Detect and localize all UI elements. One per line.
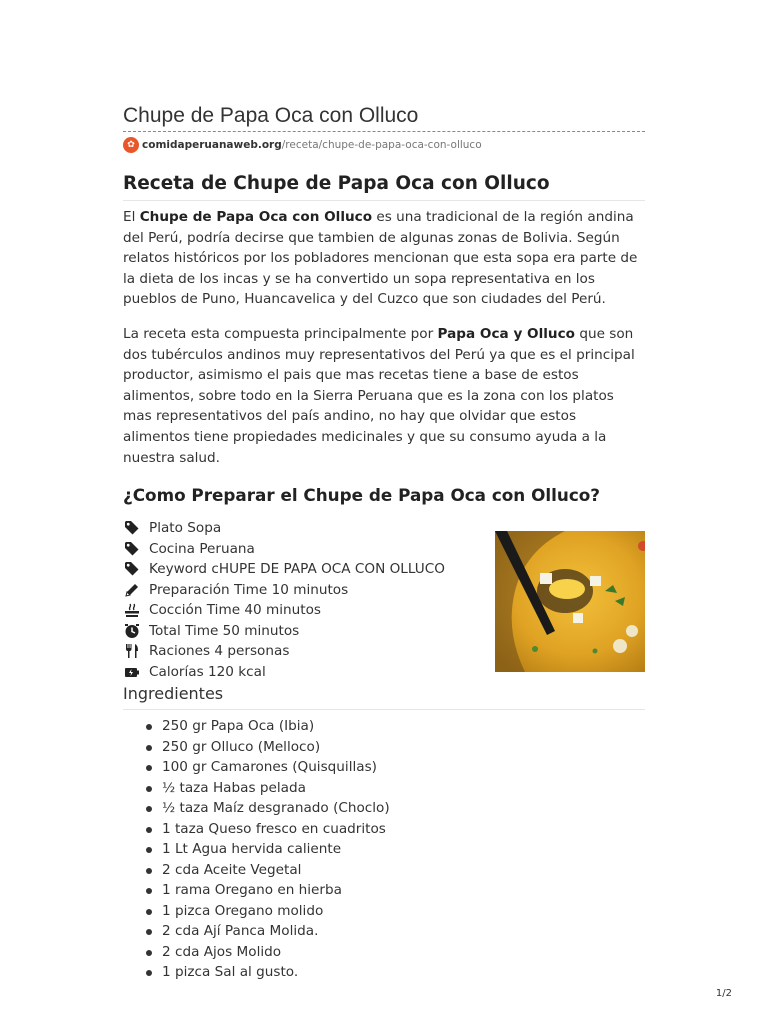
ingredient-text: 1 pizca Sal al gusto. <box>162 964 299 981</box>
list-item <box>123 839 645 860</box>
ingredient-text: ½ taza Habas pelada <box>162 779 306 796</box>
list-item <box>123 778 645 799</box>
ingredient-text: 100 gr Camarones (Quisquillas) <box>162 759 377 776</box>
meta-text: Keyword cHUPE DE PAPA OCA CON OLLUCO <box>149 561 445 578</box>
meta-text: Plato Sopa <box>149 520 222 537</box>
intro-paragraph <box>123 207 645 310</box>
title-divider <box>123 131 645 132</box>
ingredient-text: 1 rama Oregano en hierba <box>162 882 342 899</box>
meta-text: Calorías 120 kcal <box>149 663 266 680</box>
intro-post: es una tradicional de la región andina del Perú, podría decirse que tambien de algunas zonas de Bolivia. Según relatos históricos por los pobladores mencionan que esta sopa era parte de la dieta de los incas y se ha convertido un sopa representativa en los pueblos de Puno, Huancavelica y del Cuzco que son ciudades del Perú. <box>123 209 638 308</box>
tag-icon <box>123 560 141 578</box>
ingredient-text: 2 cda Ajos Molido <box>162 943 282 960</box>
source-domain: comidaperuanaweb.org <box>142 139 282 151</box>
list-item <box>123 921 645 942</box>
ingredients-divider <box>123 709 645 710</box>
preparation-heading: ¿Como Preparar el Chupe de Papa Oca con Olluco? <box>123 485 601 505</box>
list-item <box>123 798 645 819</box>
description-paragraph <box>123 324 645 468</box>
meta-text: Cocción Time 40 minutos <box>149 602 321 619</box>
desc-post: que son dos tubérculos andinos muy representativos del Perú ya que es el principal productor, asimismo el pais que mas recetas tiene a base de estos alimentos, sobre todo en la Sierra Peruana que es la zona con los platos mas representativos del país andino, no hay que olvidar que estos alimentos tiene propiedades medicinales y que su consumo ayuda a la nuestra salud. <box>123 326 635 466</box>
pencil-icon <box>123 581 141 599</box>
list-item <box>123 757 645 778</box>
tag-icon <box>123 540 141 558</box>
list-item <box>123 737 645 758</box>
source-path: /receta/chupe-de-papa-oca-con-olluco <box>281 139 482 151</box>
intro-bold: Chupe de Papa Oca con Olluco <box>139 209 373 225</box>
meta-cocina <box>123 539 483 560</box>
meta-total-time <box>123 621 483 642</box>
document-title: Chupe de Papa Oca con Olluco <box>123 104 419 127</box>
list-item <box>123 716 645 737</box>
recipe-photo <box>495 531 645 672</box>
source-link[interactable] <box>123 137 482 153</box>
meta-text: Preparación Time 10 minutos <box>149 581 349 598</box>
list-item <box>123 942 645 963</box>
ingredient-text: 2 cda Aceite Vegetal <box>162 861 302 878</box>
ingredient-text: 1 taza Queso fresco en cuadritos <box>162 820 386 837</box>
ingredient-text: 250 gr Papa Oca (Ibia) <box>162 718 315 735</box>
battery-icon <box>123 663 141 681</box>
tag-icon <box>123 519 141 537</box>
ingredient-text: 250 gr Olluco (Melloco) <box>162 738 321 755</box>
meta-keyword <box>123 559 483 580</box>
meta-cook-time <box>123 600 483 621</box>
recipe-heading: Receta de Chupe de Papa Oca con Olluco <box>123 173 550 194</box>
ingredient-text: 1 Lt Agua hervida caliente <box>162 841 342 858</box>
ingredient-text: 2 cda Ají Panca Molida. <box>162 923 319 940</box>
ingredient-text: ½ taza Maíz desgranado (Choclo) <box>162 800 390 817</box>
utensils-icon <box>123 642 141 660</box>
heading-divider <box>123 200 645 201</box>
meta-text: Cocina Peruana <box>149 540 255 557</box>
ingredient-text: 1 pizca Oregano molido <box>162 902 324 919</box>
page-number: 1/2 <box>715 988 732 999</box>
list-item <box>123 819 645 840</box>
list-item <box>123 860 645 881</box>
cooking-pot-icon <box>123 601 141 619</box>
list-item <box>123 962 645 983</box>
list-item <box>123 880 645 901</box>
ingredients-list <box>123 716 645 983</box>
ingredients-heading: Ingredientes <box>123 684 224 703</box>
meta-plato <box>123 518 483 539</box>
meta-prep-time <box>123 580 483 601</box>
list-item <box>123 901 645 922</box>
intro-pre: El <box>123 209 140 225</box>
recipe-meta-list <box>123 518 483 682</box>
meta-calories <box>123 662 483 683</box>
meta-servings <box>123 641 483 662</box>
site-logo-icon: ✿ <box>123 137 139 153</box>
desc-bold: Papa Oca y Olluco <box>437 326 575 342</box>
clock-icon <box>123 622 141 640</box>
meta-text: Total Time 50 minutos <box>149 622 300 639</box>
meta-text: Raciones 4 personas <box>149 643 290 660</box>
desc-pre: La receta esta compuesta principalmente por <box>123 326 438 342</box>
